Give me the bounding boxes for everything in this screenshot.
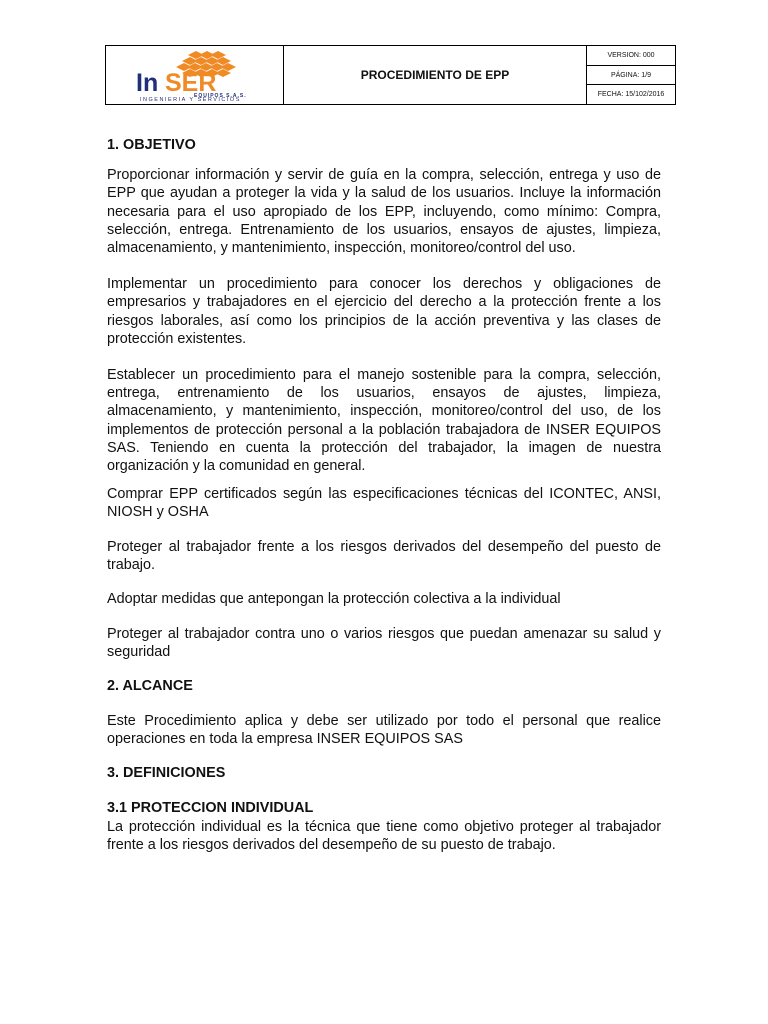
objective-paragraph-1: Proporcionar información y servir de guía en la compra, selección, entrega y uso de EPP que ayudan a proteger la vida y la salud de los usuarios. Incluye la información necesaria para el uso apropiado de los EPP, incluyendo, como mínimo: Compra, selección, entrega. Entrenamiento de los usuarios, ensayos de ajustes, limpieza, almacenamiento, y mantenimiento, inspección, monitoreo/control del uso. — [107, 167, 661, 257]
page-label: PÁGINA: 1/9 — [587, 66, 675, 86]
objective-paragraph-3: Establecer un procedimiento para el manejo sostenible para la compra, selección, entrega, entrenamiento de los usuarios, ensayos de ajustes, limpieza, almacenamiento, y mantenimiento, inspección, monitoreo/control del uso, de los implementos de protección personal a la población trabajadora de INSER EQUIPOS SAS. Teniendo en cuenta la protección del trabajador, la imagen de nuestra organización y la comunidad en general. — [107, 367, 661, 475]
logo-cell — [106, 46, 284, 104]
objective-paragraph-5: Proteger al trabajador frente a los riesgos derivados del desempeño del puesto de trabajo. — [107, 538, 661, 573]
company-logo — [134, 49, 264, 99]
objective-paragraph-2: Implementar un procedimiento para conocer los derechos y obligaciones de empresarios y trabajadores en el ejercicio del derecho a la protección frente a los riesgos laborales, así como los principios de la acción preventiva y las clases de protección existentes. — [107, 276, 661, 347]
document-title: PROCEDIMIENTO DE EPP — [284, 46, 587, 104]
section-2-title: 2. ALCANCE — [107, 677, 193, 694]
objective-paragraph-4: Comprar EPP certificados según las especificaciones técnicas del ICONTEC, ANSI, NIOSH y OSHA — [107, 486, 661, 521]
document-header — [105, 45, 676, 105]
document-meta — [587, 46, 675, 104]
logo-ser-text: SER — [165, 69, 217, 97]
version-label: VERSION: 000 — [587, 46, 675, 66]
definition-paragraph: La protección individual es la técnica que tiene como objetivo proteger al trabajador frente a los riesgos derivados del desempeño de su puesto de trabajo. — [107, 818, 661, 853]
objective-paragraph-6: Adoptar medidas que antepongan la protección colectiva a la individual — [107, 591, 561, 608]
scope-paragraph: Este Procedimiento aplica y debe ser utilizado por todo el personal que realice operaciones en toda la empresa INSER EQUIPOS SAS — [107, 712, 661, 748]
section-3-title: 3. DEFINICIONES — [107, 765, 226, 782]
objective-paragraph-7: Proteger al trabajador contra uno o varios riesgos que puedan amenazar su salud y seguridad — [107, 626, 661, 661]
date-label: FECHA: 15/102/2016 — [597, 91, 665, 99]
logo-company-text: EQUIPOS S.A.S. — [194, 93, 247, 99]
logo-tagline: INGENIERIA Y SERVICIOS — [140, 97, 241, 103]
document-body — [107, 136, 661, 854]
logo-in-text: In — [136, 69, 159, 97]
section-3-1-title: 3.1 PROTECCION INDIVIDUAL — [107, 800, 314, 817]
section-1-title: 1. OBJETIVO — [107, 137, 196, 153]
